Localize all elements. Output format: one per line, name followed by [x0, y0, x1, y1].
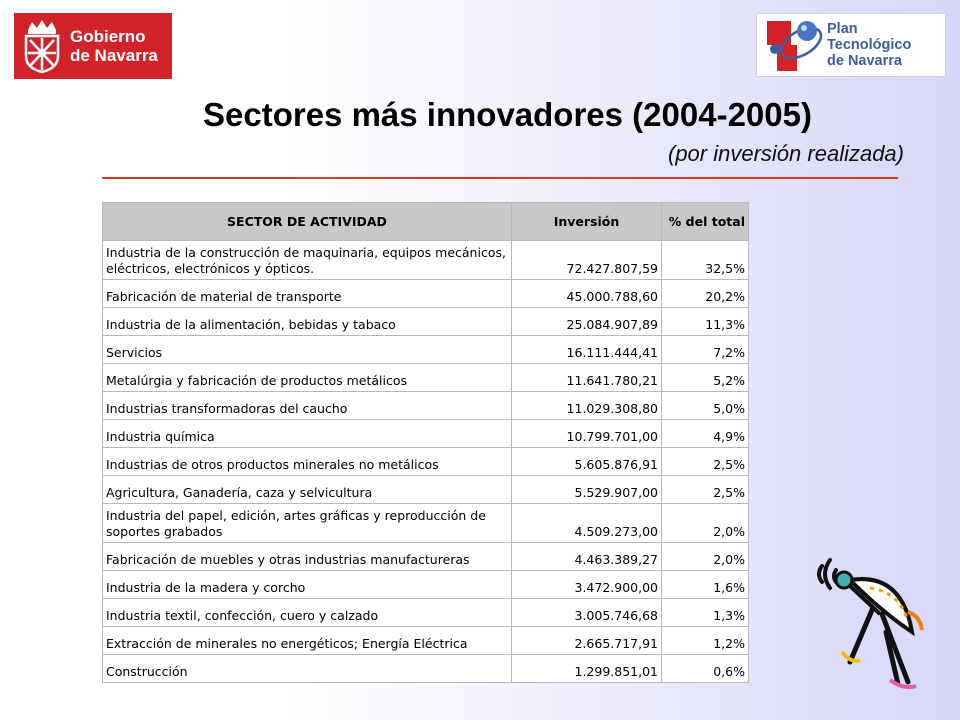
- sector-cell: Metalúrgia y fabricación de productos metálicos: [103, 364, 512, 392]
- sector-cell: Industria de la construcción de maquinaria, equipos mecánicos, eléctricos, electrónicos y ópticos.: [103, 241, 512, 280]
- table-row: [103, 336, 749, 364]
- logo-right-line1: Plan: [827, 21, 858, 37]
- table-row: [103, 308, 749, 336]
- table-row: [103, 571, 749, 599]
- logo-left-line1: Gobierno: [70, 27, 146, 46]
- share-cell: 11,3%: [662, 308, 749, 336]
- investment-cell: 1.299.851,01: [512, 655, 662, 683]
- table-row: [103, 655, 749, 683]
- sector-cell: Construcción: [103, 655, 512, 683]
- table-row: [103, 476, 749, 504]
- sector-cell: Servicios: [103, 336, 512, 364]
- share-cell: 1,3%: [662, 599, 749, 627]
- header-sector: SECTOR DE ACTIVIDAD: [103, 203, 512, 241]
- investment-cell: 3.472.900,00: [512, 571, 662, 599]
- page-title: Sectores más innovadores (2004-2005): [203, 96, 812, 133]
- investment-cell: 11.029.308,80: [512, 392, 662, 420]
- share-cell: 2,0%: [662, 504, 749, 543]
- sector-cell: Agricultura, Ganadería, caza y selvicultura: [103, 476, 512, 504]
- table-row: [103, 504, 749, 543]
- page-subtitle: (por inversión realizada): [668, 141, 904, 166]
- sector-cell: Industria de la madera y corcho: [103, 571, 512, 599]
- navarra-coat-of-arms-icon: [18, 18, 66, 74]
- table-header-row: [103, 203, 749, 241]
- sector-cell: Industria de la alimentación, bebidas y tabaco: [103, 308, 512, 336]
- logo-right-line2: Tecnológico: [827, 37, 912, 53]
- sector-cell: Industrias transformadoras del caucho: [103, 392, 512, 420]
- investment-cell: 4.463.389,27: [512, 543, 662, 571]
- share-cell: 5,0%: [662, 392, 749, 420]
- share-cell: 0,6%: [662, 655, 749, 683]
- table-row: [103, 420, 749, 448]
- share-cell: 1,2%: [662, 627, 749, 655]
- sector-cell: Industria textil, confección, cuero y calzado: [103, 599, 512, 627]
- investment-cell: 3.005.746,68: [512, 599, 662, 627]
- share-cell: 2,5%: [662, 448, 749, 476]
- share-cell: 1,6%: [662, 571, 749, 599]
- header-investment: Inversión: [512, 203, 662, 241]
- investment-cell: 5.605.876,91: [512, 448, 662, 476]
- plan-tecnologico-wordmark: [827, 21, 911, 69]
- sector-cell: Fabricación de muebles y otras industrias manufactureras: [103, 543, 512, 571]
- investment-cell: 72.427.807,59: [512, 241, 662, 280]
- sector-cell: Industria del papel, edición, artes gráficas y reproducción de soportes grabados: [103, 504, 512, 543]
- investment-cell: 11.641.780,21: [512, 364, 662, 392]
- share-cell: 2,0%: [662, 543, 749, 571]
- header-share: % del total: [662, 203, 749, 241]
- sector-cell: Industrias de otros productos minerales no metálicos: [103, 448, 512, 476]
- table-row: [103, 627, 749, 655]
- share-cell: 20,2%: [662, 280, 749, 308]
- investment-cell: 25.084.907,89: [512, 308, 662, 336]
- share-cell: 7,2%: [662, 336, 749, 364]
- table-row: [103, 280, 749, 308]
- title-divider: [102, 177, 898, 179]
- plan-tecnologico-atom-icon: [763, 15, 825, 75]
- logo-left-line2: de Navarra: [70, 46, 158, 65]
- share-cell: 32,5%: [662, 241, 749, 280]
- sector-cell: Industria química: [103, 420, 512, 448]
- investment-cell: 16.111.444,41: [512, 336, 662, 364]
- investment-cell: 5.529.907,00: [512, 476, 662, 504]
- sector-cell: Fabricación de material de transporte: [103, 280, 512, 308]
- share-cell: 2,5%: [662, 476, 749, 504]
- gobierno-navarra-wordmark: [70, 27, 158, 65]
- table-row: [103, 448, 749, 476]
- table-row: [103, 543, 749, 571]
- investment-cell: 4.509.273,00: [512, 504, 662, 543]
- table-row: [103, 599, 749, 627]
- sector-cell: Extracción de minerales no energéticos; Energía Eléctrica: [103, 627, 512, 655]
- investment-cell: 10.799.701,00: [512, 420, 662, 448]
- investment-cell: 2.665.717,91: [512, 627, 662, 655]
- table-row: [103, 241, 749, 280]
- table-row: [103, 392, 749, 420]
- share-cell: 5,2%: [662, 364, 749, 392]
- plan-tecnologico-logo: [756, 13, 946, 77]
- share-cell: 4,9%: [662, 420, 749, 448]
- investment-cell: 45.000.788,60: [512, 280, 662, 308]
- gobierno-navarra-logo: [14, 13, 172, 79]
- satellite-dish-icon: [812, 552, 930, 692]
- sector-investment-table: [102, 202, 749, 683]
- table-row: [103, 364, 749, 392]
- logo-right-line3: de Navarra: [827, 53, 902, 69]
